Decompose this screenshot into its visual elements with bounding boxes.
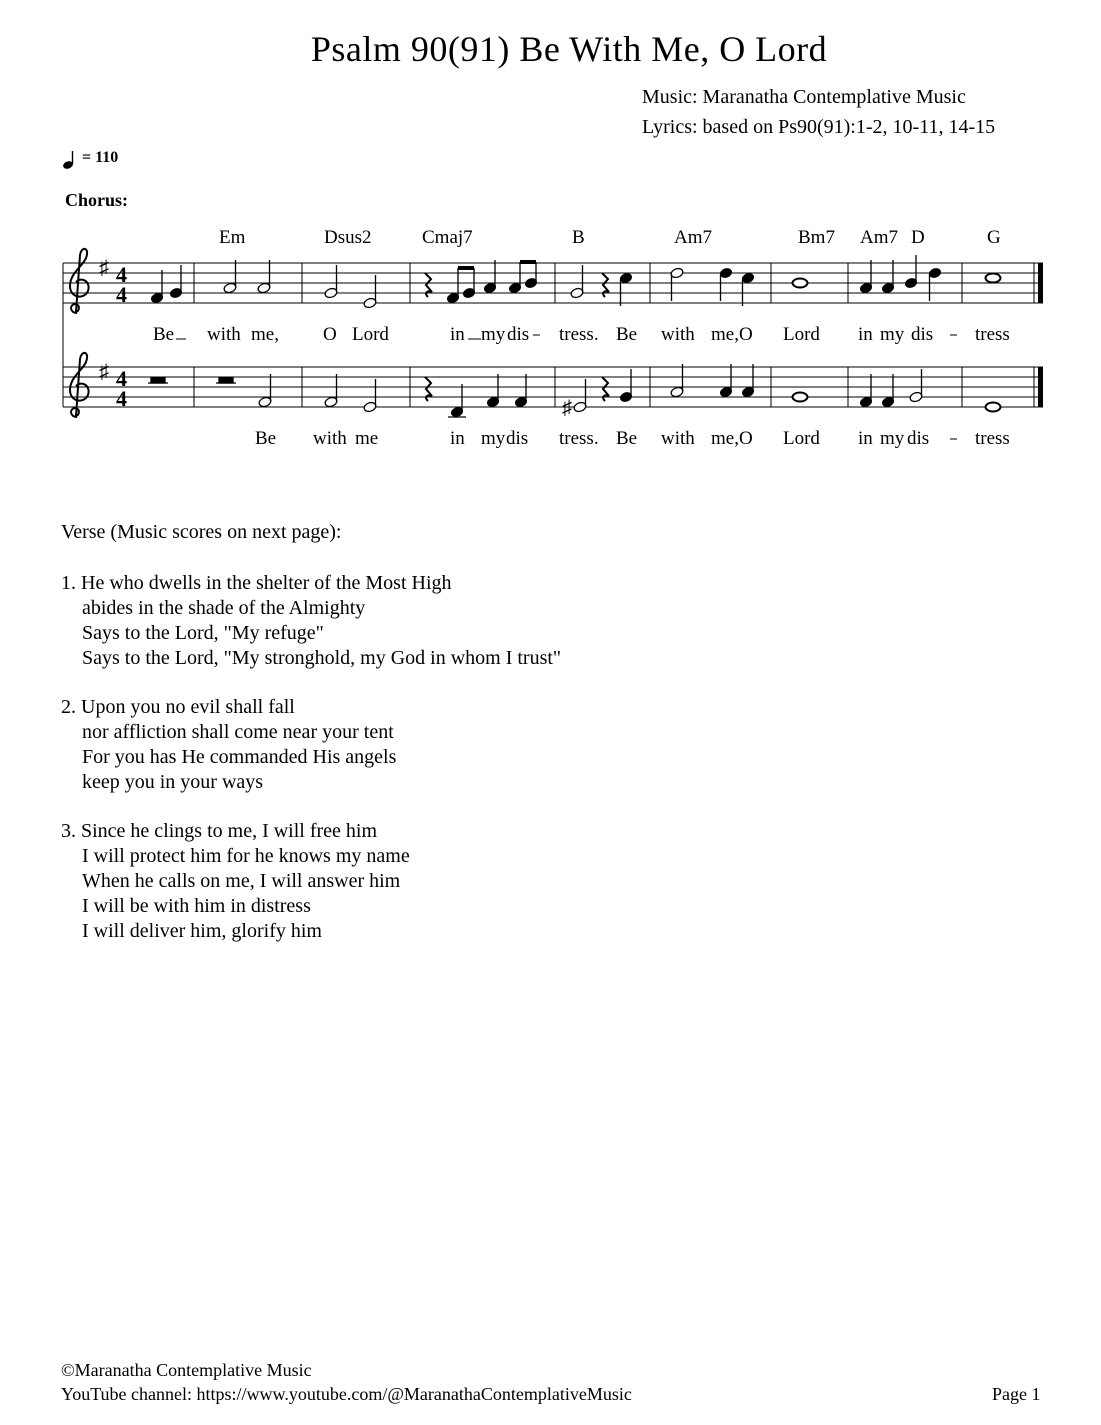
verse-line: I will be with him in distress [82,895,311,917]
verse-line: Says to the Lord, "My stronghold, my God in whom I trust" [82,647,562,669]
upper-staff [63,263,1043,303]
lyric-syllable: me,O [711,324,753,345]
svg-text:4: 4 [116,262,127,287]
chord-symbol: Cmaj7 [422,227,473,248]
lyric-syllable: Lord [783,324,820,345]
verse-line: 3. Since he clings to me, I will free him [61,820,378,842]
chord-symbol: Am7 [674,227,712,248]
chord-symbol: Em [219,227,246,248]
page-number: Page 1 [992,1384,1041,1404]
lyric-syllable: dis [506,428,529,449]
verse-line: For you has He commanded His angels [82,746,397,768]
lyric-syllable: tress. [559,324,599,345]
lyric-syllable: my [880,428,905,449]
lower-lyrics [255,428,1010,449]
lyric-syllable: Be [616,324,638,345]
verse-line: When he calls on me, I will answer him [82,870,401,892]
verse-2 [61,695,396,795]
verse-line: I will deliver him, glorify him [82,920,322,942]
chord-symbol: B [572,227,585,248]
svg-text:4: 4 [116,366,127,391]
svg-text:4: 4 [116,386,127,411]
lyric-syllable: Lord [783,428,820,449]
verse-line: Says to the Lord, "My refuge" [82,622,324,644]
tempo-marking: = 110 [82,149,119,166]
lower-notes [148,364,1001,419]
page-title: Psalm 90(91) Be With Me, O Lord [310,29,828,69]
verse-header: Verse (Music scores on next page): [61,521,342,543]
quarter-note-icon [62,150,84,170]
final-barlines [1038,263,1043,407]
lower-staff [63,367,1043,407]
verse-line: nor affliction shall come near your tent [82,721,394,743]
lyric-syllable: in [858,324,873,345]
svg-text:4: 4 [116,282,127,307]
lyric-syllable: Be [616,428,638,449]
verse-line: 1. He who dwells in the shelter of the Most High [61,572,452,594]
chord-symbol: D [911,227,925,248]
chorus-score [0,220,1101,460]
lyric-syllable: dis [907,428,930,449]
sharp-icon: ♯ [99,361,109,383]
lyric-syllable: with [207,324,241,345]
verse-3 [61,819,410,944]
chord-symbol: Am7 [860,227,898,248]
lyric-syllable: me,O [711,428,753,449]
lyric-syllable: in [450,324,465,345]
chord-symbol: Dsus2 [324,227,372,248]
lyric-syllable: tress [975,324,1010,345]
youtube-channel: YouTube channel: https://www.youtube.com/@MaranathaContemplativeMusic [61,1384,632,1404]
chord-symbols [219,227,1001,248]
verse-1 [61,571,561,671]
upper-lyrics [153,324,1010,345]
verse-line: abides in the shade of the Almighty [82,597,366,619]
lyrics-credit: Lyrics: based on Ps90(91):1-2, 10-11, 14-15 [642,116,996,138]
copyright-notice: ©Maranatha Contemplative Music [61,1360,312,1380]
verse-line: keep you in your ways [82,771,264,793]
sharp-icon: ♯ [99,257,109,279]
lyric-syllable: with [313,428,347,449]
lyric-syllable: O [323,324,337,345]
lyric-syllable: with [661,428,695,449]
lyric-syllable: Be [255,428,277,449]
lyric-syllable: my [880,324,905,345]
svg-text:♯: ♯ [562,397,572,419]
lyric-syllable: with [661,324,695,345]
lyric-syllable: me, [251,324,279,345]
verse-line: I will protect him for he knows my name [82,845,410,867]
lyric-syllable: Be [153,324,175,345]
lyric-syllable: Lord [352,324,389,345]
lyric-syllable: my [481,428,506,449]
lyric-syllable: my [481,324,506,345]
time-signature [116,262,127,411]
chorus-label: Chorus: [65,190,129,210]
music-credit: Music: Maranatha Contemplative Music [642,86,966,108]
chord-symbol: G [987,227,1001,248]
lyric-syllable: in [858,428,873,449]
lyric-syllable: me [355,428,379,449]
lyric-syllable: dis [507,324,530,345]
lyric-syllable: tress [975,428,1010,449]
lyric-syllable: tress. [559,428,599,449]
lyric-syllable: in [450,428,465,449]
verse-line: 2. Upon you no evil shall fall [61,696,295,718]
chord-symbol: Bm7 [798,227,835,248]
lyric-syllable: dis [911,324,934,345]
